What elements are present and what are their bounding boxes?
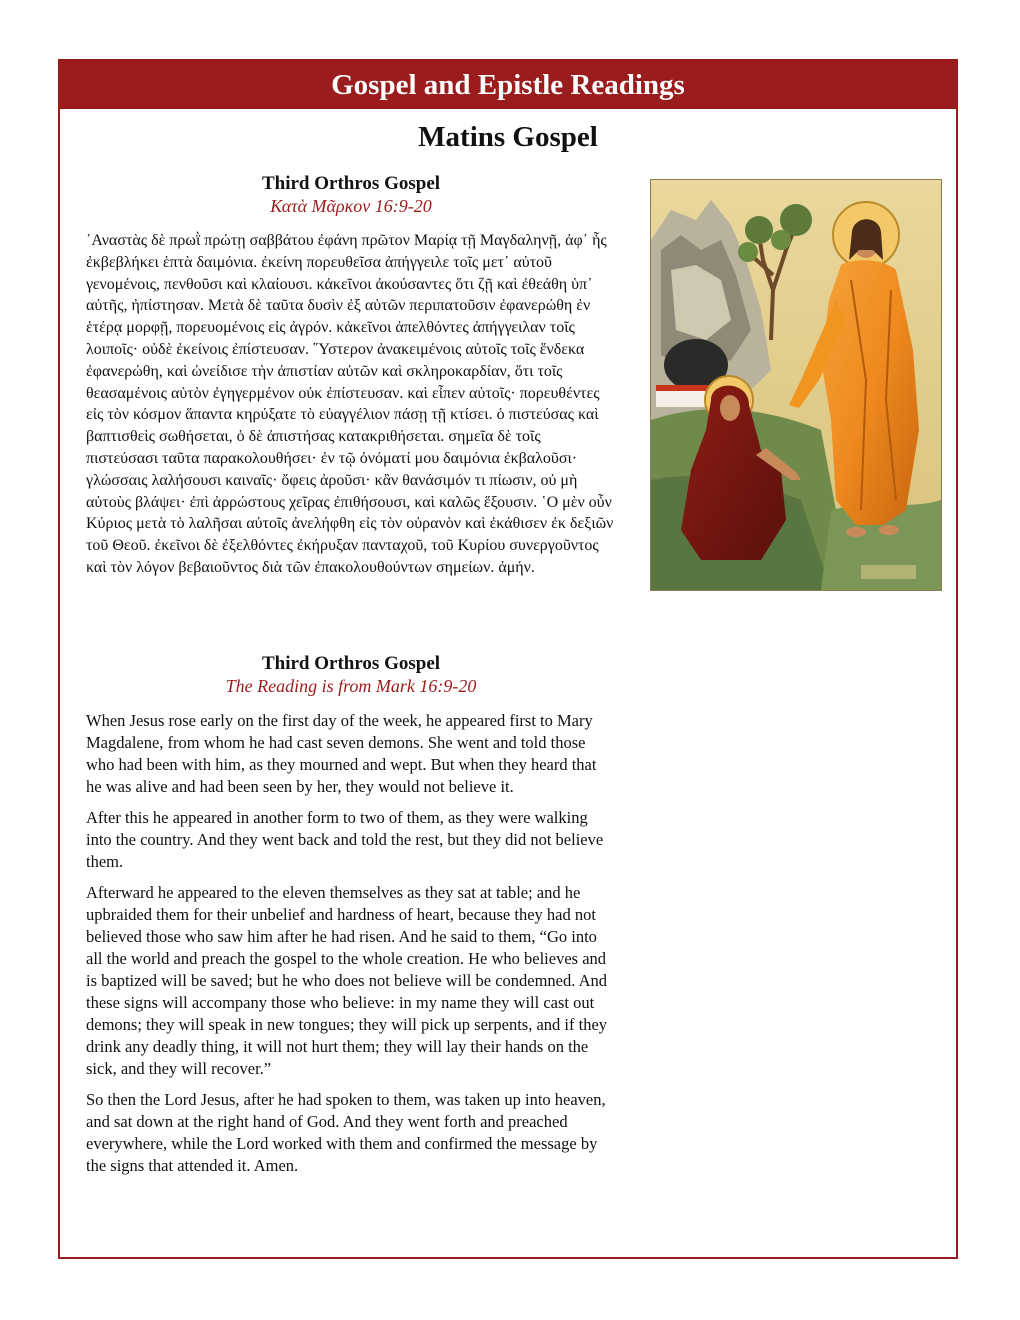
- english-section: [86, 653, 616, 1186]
- page-heading: Matins Gospel: [418, 121, 598, 153]
- english-paragraph: Afterward he appeared to the eleven themselves as they sat at table; and he upbraided them for their unbelief and hardness of heart, because they had not believed those who saw him after he had risen. And he said to them, “Go into all the world and preach the gospel to the whole creation. He who believes and is baptized will be saved; but he who does not believe will be condemned. And these signs will accompany those who believe: in my name they will cast out demons; they will speak in new tongues; they will pick up serpents, and if they drink any deadly thing, it will not hurt them; they will lay their hands on the sick, and they will recover.”: [86, 883, 608, 1078]
- english-section-title: Third Orthros Gospel: [261, 653, 441, 674]
- english-paragraph: When Jesus rose early on the first day of the week, he appeared first to Mary Magdalene, from whom he had cast seven demons. She went and told those who had been with him, as they mourned and wept. But when they heard that he was alive and had been seen by her, they would not believe it.: [86, 711, 597, 796]
- page-frame: [58, 59, 958, 1259]
- english-paragraph: After this he appeared in another form to two of them, as they were walking into the country. And they went back and told the rest, but they did not believe them.: [86, 808, 604, 871]
- greek-section-reference: Κατὰ Μᾶρκον 16:9-20: [270, 196, 432, 216]
- greek-gospel-text: ᾿Αναστὰς δὲ πρωῒ πρώτῃ σαββάτου ἐφάνη πρῶτον Μαρίᾳ τῇ Μαγδαληνῇ, ἀφ᾿ ἧς ἐκβεβλήκει ἑπτὰ δαιμόνια. ἐκείνη πορευθεῖσα ἀπήγγειλε τοῖς μετ᾿ αὐτοῦ γενομένοις, πενθοῦσι καὶ κλαίουσι. κἀκεῖνοι ἀκούσαντες ὅτι ζῇ καὶ ἐθεάθη ὑπ᾿ αὐτῆς, ἠπίστησαν. Μετὰ δὲ ταῦτα δυσὶν ἐξ αὐτῶν περιπατοῦσιν ἐφανερώθη ἐν ἑτέρᾳ μορφῇ, πορευομένοις εἰς ἀγρόν. κἀκεῖνοι ἀπελθόντες ἀπήγγειλαν τοῖς λοιποῖς· οὐδὲ ἐκείνοις ἐπίστευσαν. ῞Υστερον ἀνακειμένοις αὐτοῖς τοῖς ἕνδεκα ἐφανερώθη, καὶ ὠνείδισε τὴν ἀπιστίαν αὐτῶν καὶ σκληροκαρδίαν, ὅτι τοῖς θεασαμένοις αὐτὸν ἐγηγερμένον οὐκ ἐπίστευσαν. καὶ εἶπεν αὐτοῖς· πορευθέντες εἰς τὸν κόσμον ἅπαντα κηρύξατε τὸ εὐαγγέλιον πάσῃ τῇ κτίσει. ὁ πιστεύσας καὶ βαπτισθεὶς σωθήσεται, ὁ δὲ ἀπιστήσας κατακριθήσεται. σημεῖα δὲ τοῖς πιστεύσασι ταῦτα παρακολουθήσει· ἐν τῷ ὀνόματί μου δαιμόνια ἐκβαλοῦσι· γλώσσαις λαλήσουσι καιναῖς· ὄφεις ἀροῦσι· κἂν θανάσιμόν τι πίωσιν, οὐ μὴ αὐτοὺς βλάψει· ἐπὶ ἀρρώστους χεῖρας ἐπιθήσουσι, καὶ καλῶς ἕξουσιν. ῾Ο μὲν οὖν Κύριος μετὰ τὸ λαλῆσαι αὐτοῖς ἀνελήφθη εἰς τὸν οὐρανὸν καὶ ἐκάθισεν ἐκ δεξιῶν τοῦ Θεοῦ. ἐκεῖνοι δὲ ἐξελθόντες ἐκήρυξαν πανταχοῦ, τοῦ Κυρίου συνεργοῦντος καὶ τὸν λόγον βεβαιοῦντος διὰ τῶν ἐπακολουθούντων σημείων. ἀμήν.: [86, 232, 614, 576]
- resurrection-icon-image: [650, 179, 942, 591]
- english-gospel-text: [86, 710, 616, 1177]
- header-banner: Gospel and Epistle Readings: [60, 61, 956, 109]
- greek-section: [86, 173, 616, 579]
- greek-section-title: Third Orthros Gospel: [261, 173, 441, 194]
- english-section-reference: The Reading is from Mark 16:9-20: [225, 676, 477, 696]
- english-paragraph: So then the Lord Jesus, after he had spoken to them, was taken up into heaven, and sat down at the right hand of God. And they went forth and preached everywhere, while the Lord worked with them and confirmed the message by the signs that attended it. Amen.: [86, 1090, 606, 1175]
